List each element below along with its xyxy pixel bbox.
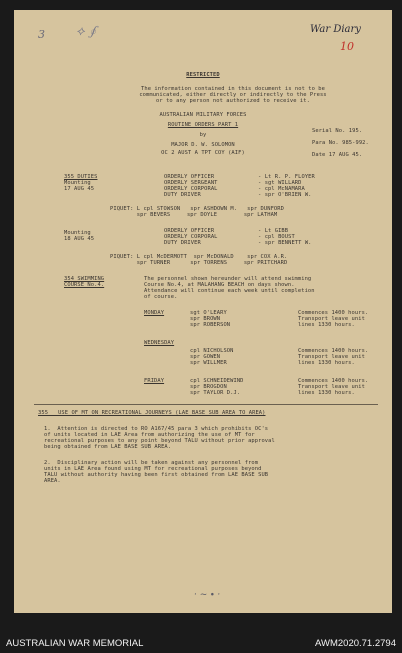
war-diary-stamp: War Diary bbox=[310, 24, 361, 35]
signature-scribble: ⟡ ∮ bbox=[76, 24, 97, 39]
duties-mounting: Mounting bbox=[64, 180, 91, 186]
force-heading: AUSTRALIAN MILITARY FORCES bbox=[159, 112, 247, 118]
swim-day: FRIDAY bbox=[144, 378, 165, 384]
swimming-intro: Attendance will continue each week until completion bbox=[144, 288, 315, 294]
picquet-line: PIQUET: L cpl STOWSON spr ASHDOWN M. spr DUNFORD bbox=[110, 206, 284, 212]
swim-name: cpl SCHNEIDEWIND bbox=[190, 378, 244, 384]
archive-name: AUSTRALIAN WAR MEMORIAL bbox=[6, 638, 144, 649]
transport-heading: 355 USE OF MT ON RECREATIONAL JOURNEYS (LAE BASE SUB AREA TO AREA) bbox=[38, 410, 266, 416]
transport-para: of units located in LAE Area from authorizing the use of MT for bbox=[44, 432, 255, 438]
swim-name: sgt O'LEARY bbox=[190, 310, 227, 316]
duties-heading: 355 DUTIES bbox=[64, 174, 98, 180]
swim-detail: Commences 1400 hours. bbox=[298, 348, 369, 354]
orders-heading: ROUTINE ORDERS PART 1 bbox=[167, 122, 239, 128]
swim-name: spr GOWEN bbox=[190, 354, 221, 360]
document-page bbox=[14, 10, 392, 613]
swim-detail: Commences 1400 hours. bbox=[298, 310, 369, 316]
swimming-intro: The personnel shown hereunder will attend swimming bbox=[144, 276, 312, 282]
notice-line: or to any person not authorized to receive it. bbox=[156, 98, 310, 104]
swim-name: spr ROBERSON bbox=[190, 322, 231, 328]
swim-name: spr BROGDON bbox=[190, 384, 227, 390]
transport-para: 1. Attention is directed to RO A167/45 para 3 which prohibits OC's bbox=[44, 426, 269, 432]
swim-detail: Commences 1400 hours. bbox=[298, 378, 369, 384]
swim-name: spr WILLMER bbox=[190, 360, 227, 366]
archive-footer bbox=[0, 613, 402, 653]
swim-detail: lines 1330 hours. bbox=[298, 390, 355, 396]
section-divider bbox=[34, 404, 378, 405]
swim-detail: Transport leave unit bbox=[298, 384, 365, 390]
swimming-intro: of course. bbox=[144, 294, 178, 300]
transport-para: TALU without authority having been first obtained from LAE BASE SUB bbox=[44, 472, 269, 478]
duty-role: ORDERLY OFFICER bbox=[164, 174, 215, 180]
swim-detail: lines 1330 hours. bbox=[298, 322, 355, 328]
duty-name: - cpl McNAMARA bbox=[258, 186, 305, 192]
order-date: Date 17 AUG 45. bbox=[312, 152, 363, 158]
restricted-heading: RESTRICTED bbox=[186, 72, 220, 78]
transport-para: AREA. bbox=[44, 478, 61, 484]
swimming-course: COURSE No.4. bbox=[64, 282, 105, 288]
swim-detail: Transport leave unit bbox=[298, 354, 365, 360]
swim-day: WEDNESDAY bbox=[144, 340, 175, 346]
notice-line: The information contained in this document is not to be bbox=[141, 86, 325, 92]
duty-name: - cpl BOUST bbox=[258, 234, 295, 240]
page-number: 3 bbox=[38, 28, 45, 41]
transport-para: being obtained from LAE BASE SUB AREA. bbox=[44, 444, 172, 450]
duties-mounting: Mounting bbox=[64, 230, 91, 236]
duty-name: - Lt GIBB bbox=[258, 228, 289, 234]
duty-name: - spr BENNETT W. bbox=[258, 240, 312, 246]
duty-role: ORDERLY OFFICER bbox=[164, 228, 215, 234]
swim-name: spr BROWN bbox=[190, 316, 221, 322]
unit-name: OC 2 AUST A TPT COY (AIF) bbox=[161, 150, 245, 156]
serial-number: Serial No. 195. bbox=[312, 128, 363, 134]
duty-name: - spr O'BRIEN W. bbox=[258, 192, 312, 198]
officer-name: MAJOR D. W. SOLOMON bbox=[171, 142, 235, 148]
picquet-line: PIQUET: L cpl McDERMOTT spr McDONALD spr COX A.R. bbox=[110, 254, 288, 260]
duty-name: - sgt WILLARD bbox=[258, 180, 302, 186]
para-number: Para No. 985-992. bbox=[312, 140, 369, 146]
swim-name: cpl NICHOLSON bbox=[190, 348, 234, 354]
archive-id: AWM2020.71.2794 bbox=[315, 638, 396, 649]
swim-detail: lines 1330 hours. bbox=[298, 360, 355, 366]
notice-line: communicated, either directly or indirectly to the Press bbox=[139, 92, 327, 98]
bottom-smudge: · ~ ∙ · bbox=[194, 590, 221, 600]
duties-date: 17 AUG 45 bbox=[64, 186, 95, 192]
duty-name: - Lt R. P. FLOYER bbox=[258, 174, 315, 180]
swimming-heading: 354 SWIMMING bbox=[64, 276, 105, 282]
duties-date: 18 AUG 45 bbox=[64, 236, 95, 242]
transport-para: 2. Disciplinary action will be taken against any personnel from bbox=[44, 460, 259, 466]
transport-para: units in LAE Area found using MT for recreational purposes beyond bbox=[44, 466, 262, 472]
duty-role: DUTY DRIVER bbox=[164, 240, 201, 246]
duty-role: ORDERLY SERGEANT bbox=[164, 180, 218, 186]
duty-role: DUTY DRIVER bbox=[164, 192, 201, 198]
swimming-intro: Course No.4, at MALAHANG BEACH on days shown. bbox=[144, 282, 295, 288]
transport-para: recreational purposes to any point beyond TALU without prior approval bbox=[44, 438, 275, 444]
duty-role: ORDERLY CORPORAL bbox=[164, 186, 218, 192]
picquet-line: spr TURNER spr TORRENS spr PRITCHARD bbox=[110, 260, 288, 266]
picquet-line: spr BEVERS spr DOYLE spr LATHAM bbox=[110, 212, 278, 218]
by-line: by bbox=[199, 132, 207, 138]
swim-name: spr TAYLOR D.J. bbox=[190, 390, 241, 396]
swim-detail: Transport leave unit bbox=[298, 316, 365, 322]
folio-number: 10 bbox=[340, 40, 354, 53]
swim-day: MONDAY bbox=[144, 310, 165, 316]
duty-role: ORDERLY CORPORAL bbox=[164, 234, 218, 240]
